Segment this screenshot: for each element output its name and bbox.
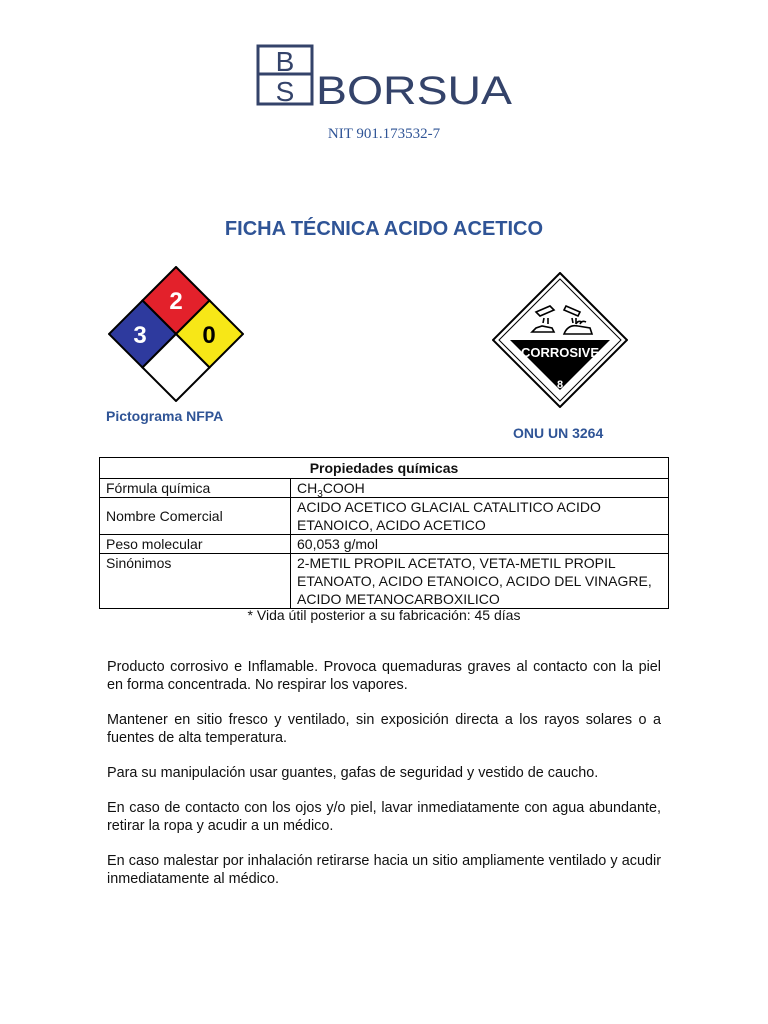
corrosive-class-number: 8 [556,379,564,391]
logo-monogram-b: B [275,46,295,77]
properties-table [99,457,669,609]
property-value: 2-METIL PROPIL ACETATO, VETA-METIL PROPIL ETANOATO, ACIDO ETANOICO, ACIDO DEL VINAGRE, ACIDO METANOCARBOXILICO [291,554,669,609]
property-key: Fórmula química [100,479,291,498]
paragraph: Producto corrosivo e Inflamable. Provoca quemaduras graves al contacto con la piel en forma concentrada. No respirar los vapores. [107,659,661,693]
paragraph: Para su manipulación usar guantes, gafas de seguridad y vestido de caucho. [107,765,599,781]
property-value-formula: $CH_3COOH$ [291,479,669,498]
table-row [100,479,669,498]
paragraph: En caso malestar por inhalación retirarse hacia un sitio ampliamente ventilado y acudir inmediatamente al médico. [107,853,661,887]
nfpa-diamond [108,266,244,402]
table-row [100,498,669,535]
property-key: Sinónimos [100,554,291,609]
nfpa-health-value: 3 [133,322,147,349]
logo-wordmark: BORSUA [316,69,513,108]
property-key: Nombre Comercial [100,498,291,535]
corrosive-pictogram [492,272,628,408]
table-header: Propiedades químicas [100,458,669,479]
onu-caption: ONU UN 3264 [513,425,604,441]
borsua-logo [256,44,516,108]
property-key: Peso molecular [100,535,291,554]
property-value: ACIDO ACETICO GLACIAL CATALITICO ACIDO ETANOICO, ACIDO ACETICO [291,498,669,535]
nfpa-flammability-value: 2 [169,288,183,315]
corrosive-label: CORROSIVE [520,345,600,360]
nfpa-caption: Pictograma NFPA [106,408,224,424]
shelf-life-note: * Vida útil posterior a su fabricación: 45 días [247,607,521,623]
paragraph: Mantener en sitio fresco y ventilado, sin exposición directa a los rayos solares o a fuentes de alta temperatura. [107,712,661,746]
table-row [100,535,669,554]
paragraph: En caso de contacto con los ojos y/o piel, lavar inmediatamente con agua abundante, retirar la ropa y acudir a un médico. [107,800,661,834]
table-row [100,554,669,609]
nit-number: NIT 901.173532-7 [327,126,441,142]
nfpa-reactivity-value: 0 [202,322,216,349]
table-header-row [100,458,669,479]
property-value: 60,053 g/mol [291,535,669,554]
safety-instructions [107,658,661,905]
logo-monogram-s: S [275,76,295,107]
page-title: FICHA TÉCNICA ACIDO ACETICO [224,218,544,240]
